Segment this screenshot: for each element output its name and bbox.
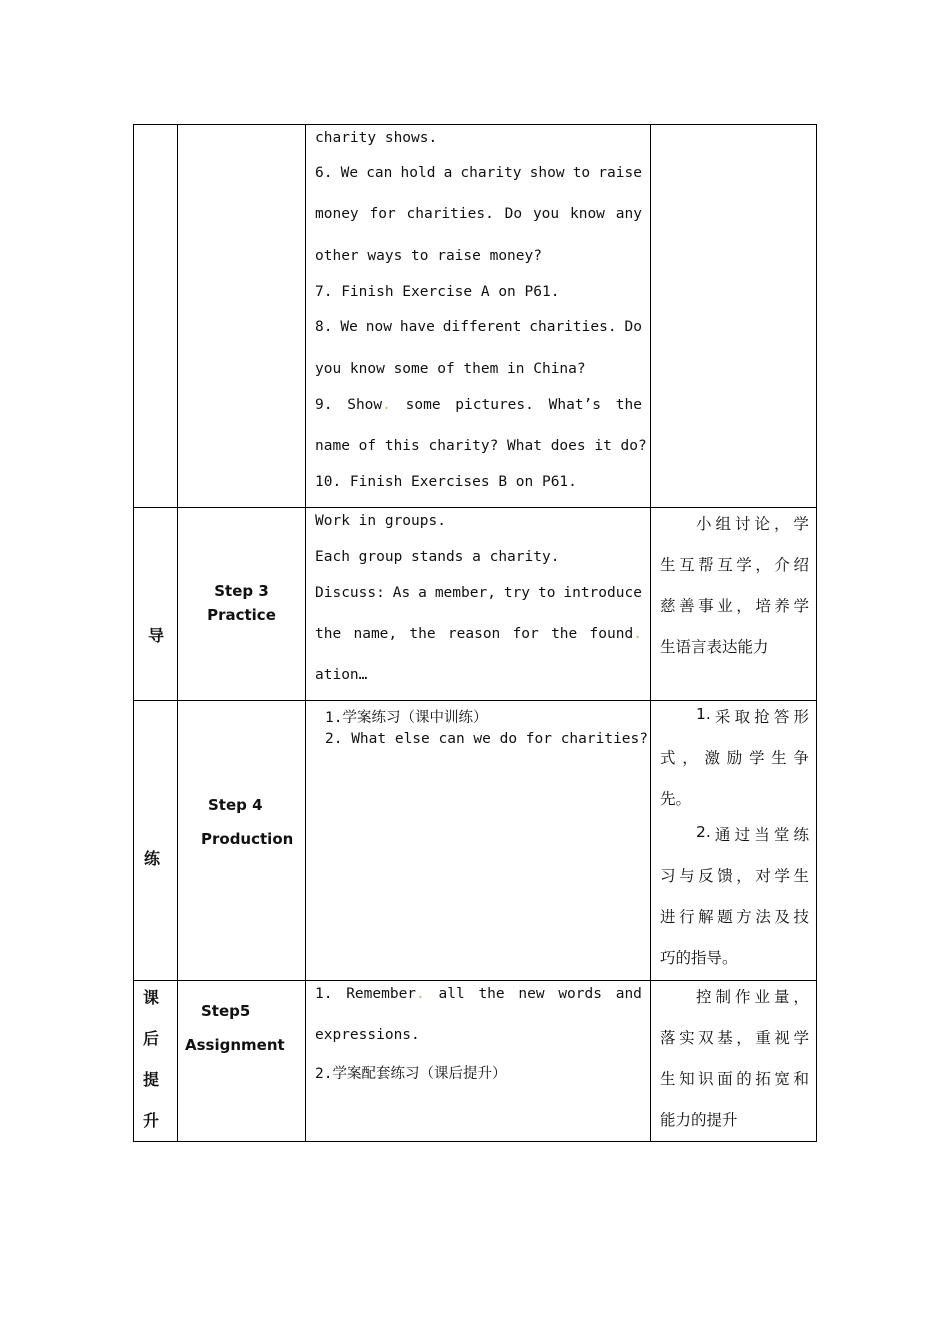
note-line: 1. 采 取 抢 答 形	[696, 705, 809, 726]
note-line: 2. 通 过 当 堂 练	[696, 823, 809, 844]
content-line: 8. We now have different charities. Do	[315, 319, 642, 335]
note-line: 巧的指导。	[660, 949, 738, 967]
step-name: Assignment	[185, 1036, 285, 1054]
column-divider	[305, 125, 306, 1141]
note-line: 控 制 作 业 量 ，	[696, 988, 809, 1006]
stage-char: 升	[143, 1111, 160, 1130]
stage-label: 导	[148, 626, 165, 645]
step-label	[185, 1002, 303, 1054]
content-line: charity shows.	[315, 130, 438, 146]
note-line: 能力的提升	[660, 1111, 738, 1129]
note-line: 习 与 反 馈 ， 对 学 生	[660, 867, 809, 885]
column-divider	[177, 125, 178, 1141]
content-line: 6. We can hold a charity show to raise	[315, 165, 642, 181]
content-line: 10. Finish Exercises B on P61.	[315, 474, 577, 490]
content-line: Each group stands a charity.	[315, 549, 560, 565]
row-2-notes	[660, 508, 810, 700]
note-line: 先。	[660, 790, 692, 808]
content-line: expressions.	[315, 1027, 420, 1043]
step-number: Step 3	[214, 582, 269, 600]
step-label	[201, 796, 308, 848]
lesson-plan-table	[133, 124, 817, 1142]
note-line: 落 实 双 基 ， 重 视 学	[660, 1029, 809, 1047]
content-line: other ways to raise money?	[315, 248, 542, 264]
step-label	[178, 582, 305, 624]
content-line: 2. What else can we do for charities?	[325, 731, 649, 747]
content-line: 1. Remember. all the new words and	[315, 986, 642, 1002]
note-line: 生 互 帮 互 学 ， 介 绍	[660, 556, 809, 574]
stage-char: 提	[143, 1070, 160, 1089]
step-name: Practice	[207, 606, 276, 624]
column-divider	[650, 125, 651, 1141]
note-line: 式 ， 激 励 学 生 争	[660, 749, 809, 767]
row-1-content	[315, 125, 645, 507]
content-line: Discuss: As a member, try to introduce	[315, 585, 642, 601]
content-line: 2.学案配套练习（课后提升）	[315, 1066, 507, 1082]
note-line: 生语言表达能力	[660, 638, 769, 656]
content-line: you know some of them in China?	[315, 361, 586, 377]
note-line: 进 行 解 题 方 法 及 技	[660, 908, 809, 926]
row-3-notes	[660, 701, 810, 980]
content-line: the name, the reason for the found.	[315, 626, 642, 642]
row-3-content	[325, 701, 650, 980]
row-4-notes	[660, 981, 810, 1143]
content-line: money for charities. Do you know any	[315, 206, 642, 222]
stage-label: 练	[144, 849, 161, 868]
content-line: 9. Show. some pictures. What’s the	[315, 397, 642, 413]
step-number: Step5	[201, 1002, 251, 1020]
note-line: 小 组 讨 论 ， 学	[696, 515, 809, 533]
content-line: name of this charity? What does it do?	[315, 438, 647, 454]
content-line: Work in groups.	[315, 513, 446, 529]
stage-label-vertical	[134, 981, 177, 1143]
row-4-content	[315, 981, 645, 1143]
note-line: 生 知 识 面 的 拓 宽 和	[660, 1070, 809, 1088]
content-line: ation…	[315, 667, 368, 683]
content-line: 7. Finish Exercise A on P61.	[315, 284, 560, 300]
note-line: 慈 善 事 业 ， 培 养 学	[660, 597, 809, 615]
stage-char: 课	[143, 988, 160, 1007]
content-line: 1.学案练习（课中训练）	[325, 710, 488, 726]
step-number: Step 4	[208, 796, 263, 814]
row-2-content	[315, 508, 645, 700]
step-name: Production	[201, 830, 294, 848]
stage-char: 后	[143, 1029, 160, 1048]
